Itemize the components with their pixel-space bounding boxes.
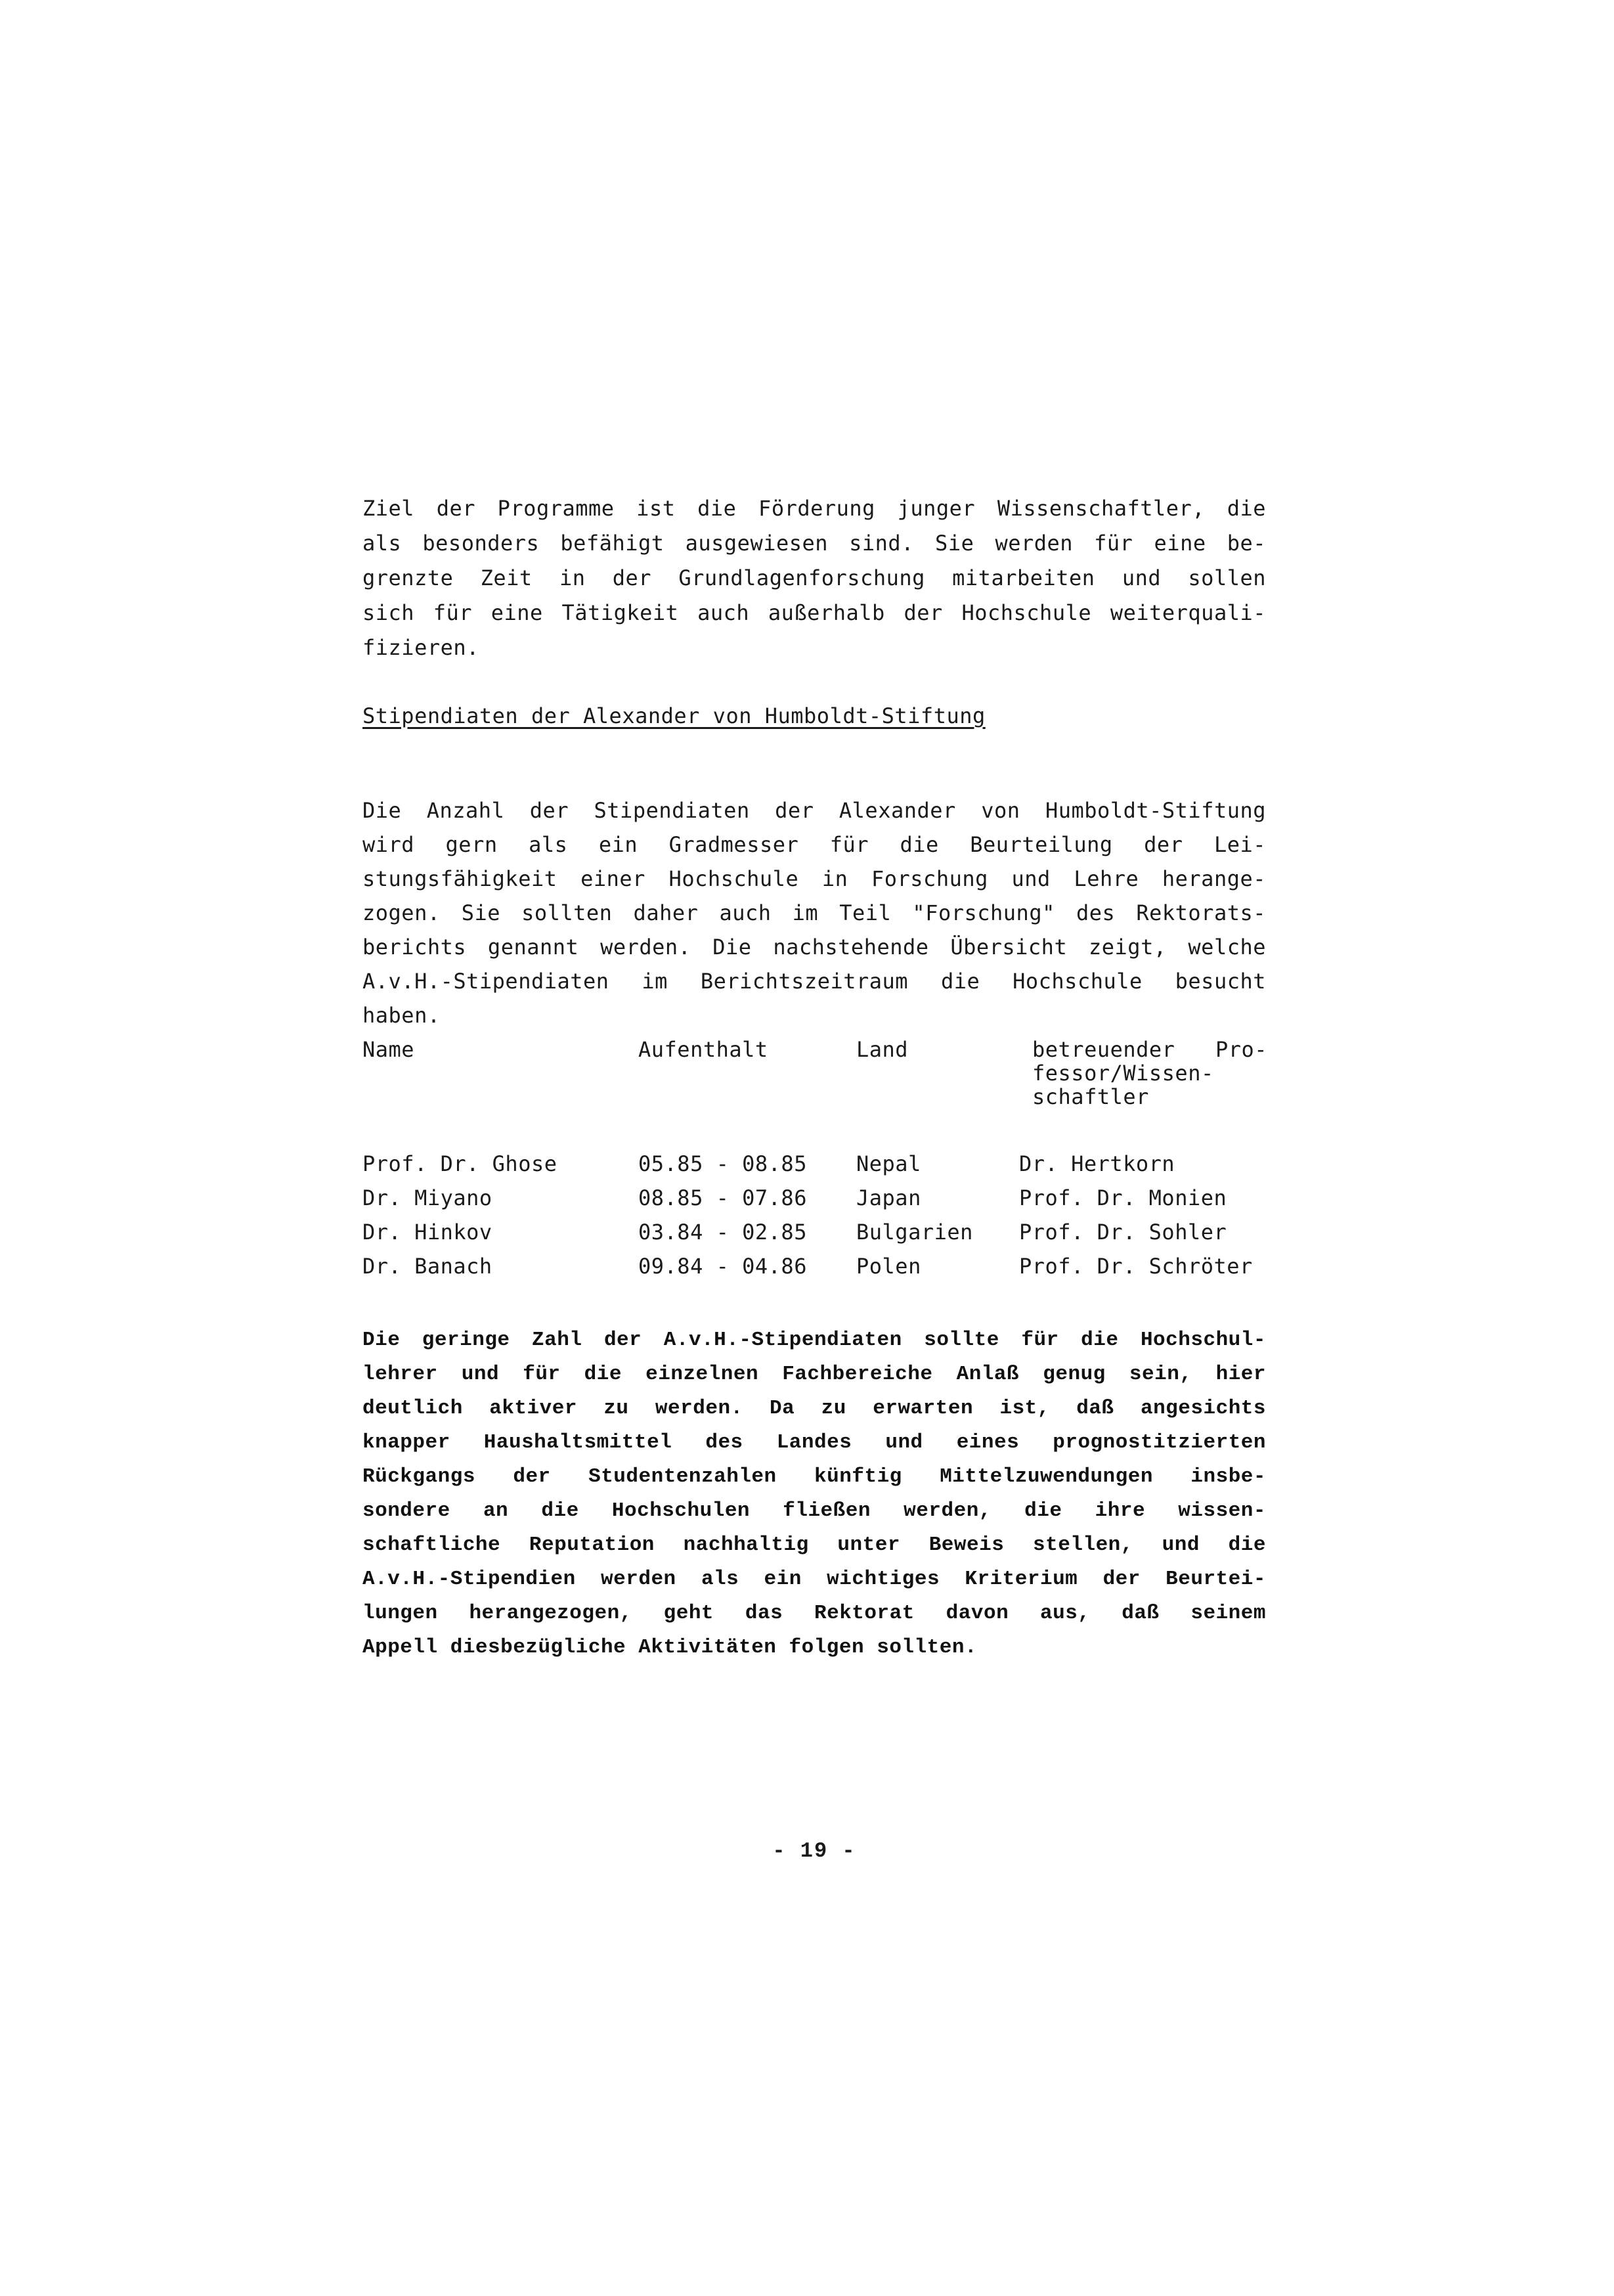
cell-name: Dr. Miyano [362,1185,492,1210]
column-header-land: Land [856,1037,909,1062]
paragraph-line: wird gern als ein Gradmesser für die Beurteilung der Lei- [362,832,1266,857]
cell-stay: 08.85 - 07.86 [638,1185,807,1210]
cell-land: Nepal [856,1151,921,1176]
stipendiaten-paragraph [362,793,1266,1032]
paragraph-line: als besonders befähigt ausgewiesen sind. Sie werden für eine be- [362,531,1266,556]
paragraph-line: Rückgangs der Studentenzahlen künftig Mittelzuwendungen insbe- [362,1465,1266,1488]
cell-land: Polen [856,1254,921,1279]
paragraph-line: haben. [362,1003,441,1028]
column-header-professor [1019,1038,1267,1109]
paragraph-line: sich für eine Tätigkeit auch außerhalb der Hochschule weiterquali- [362,600,1266,625]
paragraph-line: Die geringe Zahl der A.v.H.-Stipendiaten sollte für die Hochschul- [362,1329,1266,1352]
cell-land: Japan [856,1185,921,1210]
header-line: betreuender Pro- [1032,1037,1267,1062]
paragraph-line: stungsfähigkeit einer Hochschule in Forschung und Lehre herange- [362,866,1266,891]
table-row [362,1215,1269,1249]
table-row [362,1249,1269,1283]
paragraph-line: lehrer und für die einzelnen Fachbereiche Anlaß genug sein, hier [362,1363,1266,1386]
conclusion-paragraph [362,1323,1266,1665]
paragraph-line: grenzte Zeit in der Grundlagenforschung mitarbeiten und sollen [362,565,1266,590]
cell-name: Dr. Hinkov [362,1220,492,1245]
paragraph-line: fizieren. [362,635,479,660]
section-heading: Stipendiaten der Alexander von Humboldt-Stiftung [362,703,986,728]
column-header-name: Name [362,1037,415,1062]
cell-professor: Prof. Dr. Schröter [1019,1254,1253,1279]
paragraph-line: sondere an die Hochschulen fließen werden, die ihre wissen- [362,1499,1266,1522]
paragraph-line: A.v.H.-Stipendien werden als ein wichtiges Kriterium der Beurtei- [362,1568,1266,1591]
cell-stay: 03.84 - 02.85 [638,1220,807,1245]
column-header-stay: Aufenthalt [638,1037,768,1062]
cell-professor: Prof. Dr. Sohler [1019,1220,1227,1245]
paragraph-line: schaftliche Reputation nachhaltig unter Beweis stellen, und die [362,1534,1266,1556]
page-number: - 19 - [772,1839,856,1863]
paragraph-line: Die Anzahl der Stipendiaten der Alexander von Humboldt-Stiftung [362,798,1266,823]
cell-name: Prof. Dr. Ghose [362,1151,557,1176]
paragraph-line: berichts genannt werden. Die nachstehende Übersicht zeigt, welche [362,935,1266,960]
paragraph-line: zogen. Sie sollten daher auch im Teil "Forschung" des Rektorats- [362,900,1266,925]
header-line: fessor/Wissen- [1032,1061,1214,1086]
table-row [362,1147,1269,1181]
intro-paragraph [362,491,1266,665]
paragraph-line: Ziel der Programme ist die Förderung junger Wissenschaftler, die [362,496,1266,521]
paragraph-line: lungen herangezogen, geht das Rektorat davon aus, daß seinem [362,1602,1266,1625]
paragraph-line: deutlich aktiver zu werden. Da zu erwarten ist, daß angesichts [362,1397,1266,1420]
paragraph-line: Appell diesbezügliche Aktivitäten folgen sollten. [362,1636,978,1659]
table-row [362,1181,1269,1215]
cell-professor: Dr. Hertkorn [1019,1151,1175,1176]
cell-land: Bulgarien [856,1220,973,1245]
header-line: schaftler [1032,1084,1149,1109]
cell-name: Dr. Banach [362,1254,492,1279]
cell-stay: 05.85 - 08.85 [638,1151,807,1176]
paragraph-line: knapper Haushaltsmittel des Landes und eines prognostitzierten [362,1431,1266,1454]
cell-stay: 09.84 - 04.86 [638,1254,807,1279]
cell-professor: Prof. Dr. Monien [1019,1185,1227,1210]
paragraph-line: A.v.H.-Stipendiaten im Berichtszeitraum die Hochschule besucht [362,969,1266,994]
